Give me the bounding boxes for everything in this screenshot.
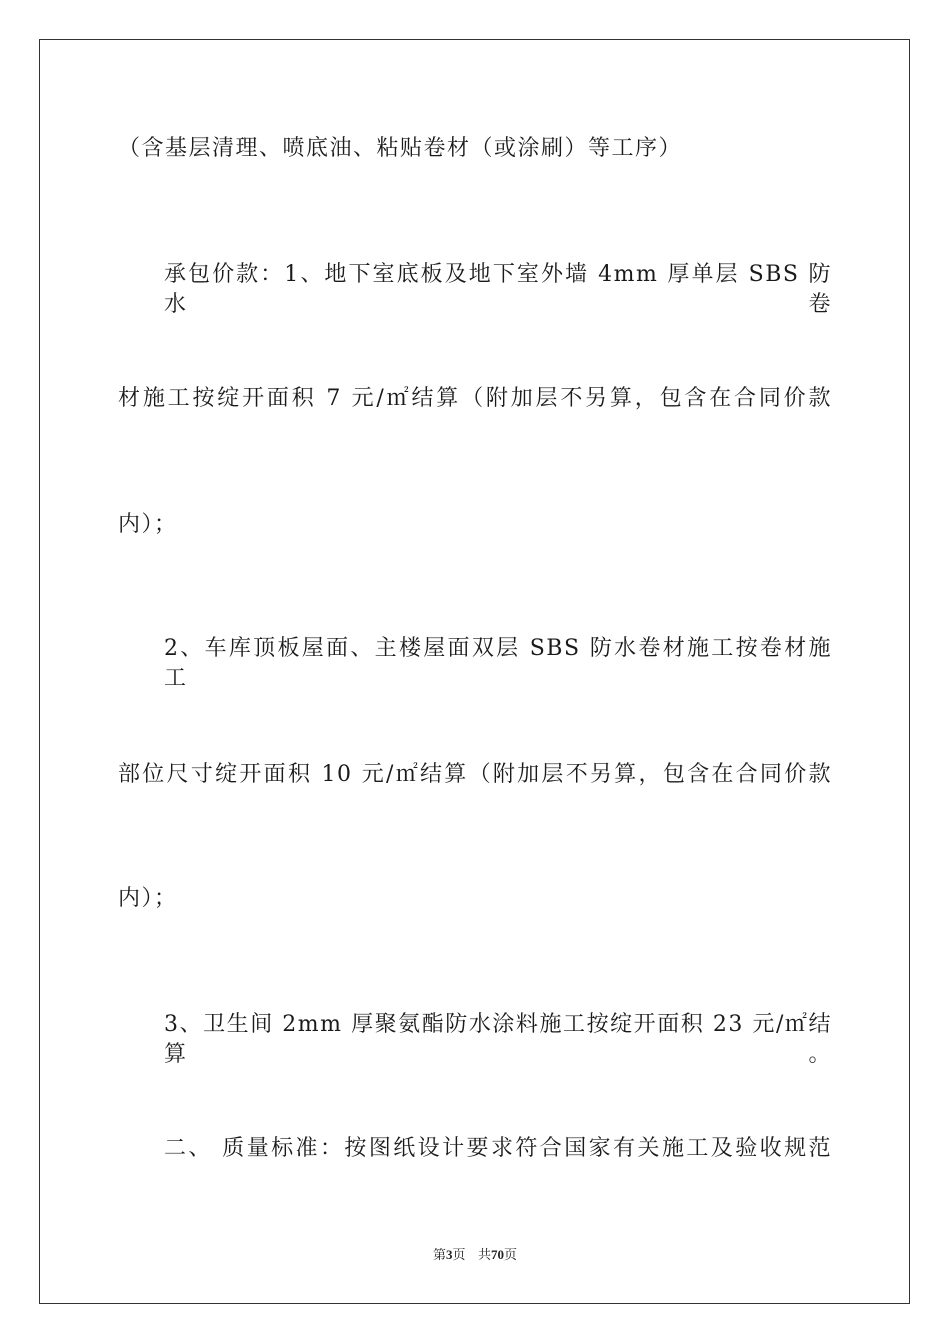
footer-page-prefix: 第 — [433, 1248, 447, 1263]
text-line-4: 内）； — [118, 512, 178, 537]
text-line-9: 二、 质量标准：按图纸设计要求符合国家有关施工及验收规范 — [164, 1136, 832, 1161]
text-line-6: 部位尺寸绽开面积 10 元/㎡结算（附加层不另算，包含在合同价款 — [118, 762, 832, 787]
footer-page-number: 3 — [446, 1247, 453, 1262]
text-line-1: （含基层清理、喷底油、粘贴卷材（或涂刷）等工序） — [118, 136, 683, 161]
text-line-8: 3、卫生间 2mm 厚聚氨酯防水涂料施工按绽开面积 23 元/㎡结算。 — [164, 1012, 832, 1067]
footer-total-prefix: 共 — [477, 1248, 491, 1263]
footer-page-suffix: 页 — [452, 1248, 466, 1263]
text-line-7: 内）； — [118, 886, 178, 911]
page-footer — [0, 1244, 950, 1263]
text-line-2: 承包价款：1、地下室底板及地下室外墙 4mm 厚单层 SBS 防水卷 — [164, 262, 832, 317]
text-line-3: 材施工按绽开面积 7 元/㎡结算（附加层不另算，包含在合同价款 — [118, 386, 832, 411]
footer-total-suffix: 页 — [503, 1248, 517, 1263]
footer-total-pages: 70 — [490, 1247, 504, 1262]
text-line-5: 2、车库顶板屋面、主楼屋面双层 SBS 防水卷材施工按卷材施工 — [164, 636, 832, 691]
